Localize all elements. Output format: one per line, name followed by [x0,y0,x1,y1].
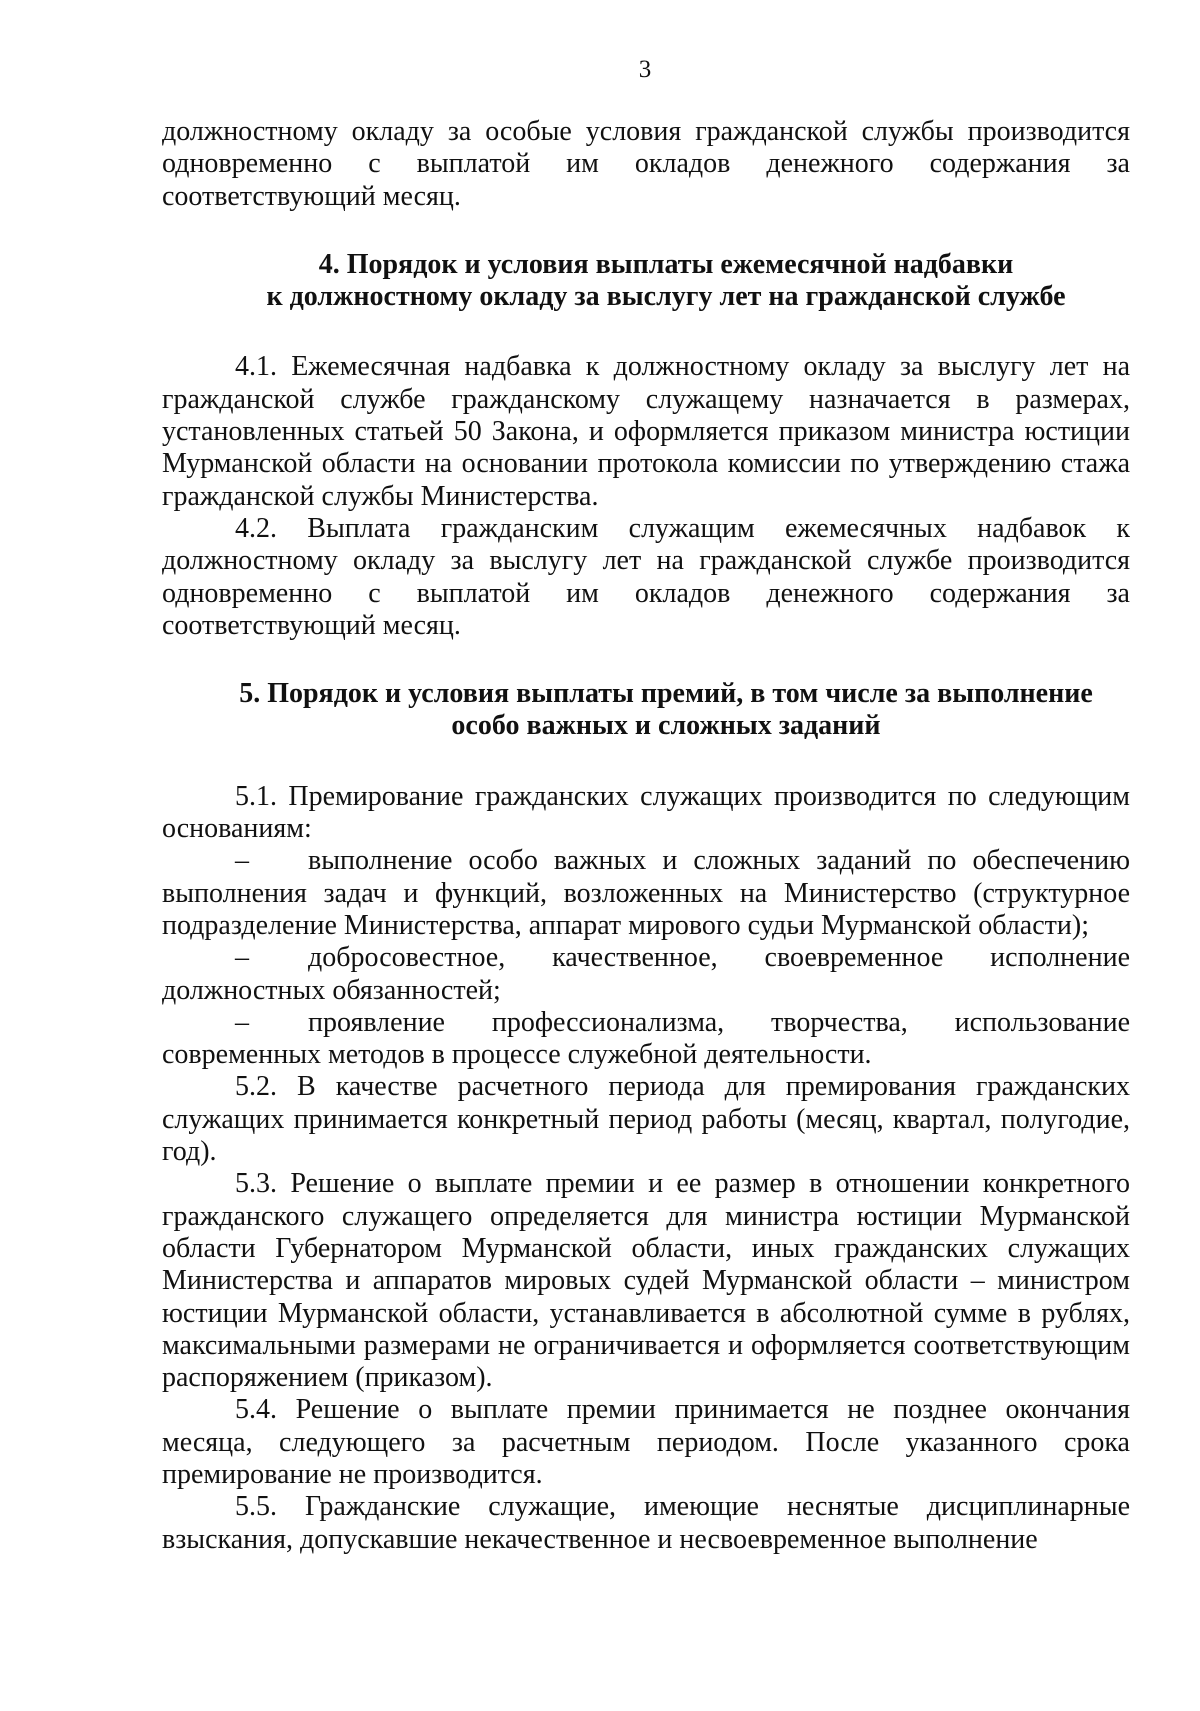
paragraph-5-4: 5.4. Решение о выплате премии принимается не позднее окончания месяца, следующего за расчетным периодом. После указанного срока премирование не производится. [162,1394,1130,1490]
section-5-heading [162,678,1130,743]
list-item [162,942,1130,1007]
dash-marker: – [235,1006,249,1038]
section-5-heading-line-2: особо важных и сложных заданий [451,710,881,742]
section-4-heading-line-2: к должностному окладу за выслугу лет на гражданской службе [266,281,1066,313]
paragraph-4-2: 4.2. Выплата гражданским служащим ежемесячных надбавок к должностному окладу за выслугу лет на гражданской службе производится одновременно с выплатой им окладов денежного содержания за соответствующий месяц. [162,512,1130,641]
paragraph-5-5: 5.5. Гражданские служащие, имеющие неснятые дисциплинарные взыскания, допускавшие некачественное и несвоевременное выполнение [162,1491,1130,1555]
continuation-paragraph: должностному окладу за особые условия гражданской службы производится одновременно с выплатой им окладов денежного содержания за соответствующий месяц. [162,116,1130,212]
paragraph-5-2: 5.2. В качестве расчетного периода для премирования гражданских служащих принимается конкретный период работы (месяц, квартал, полугодие, год). [162,1071,1130,1168]
page-number: 3 [638,56,652,83]
section-4-heading [162,249,1130,314]
paragraph-5-3: 5.3. Решение о выплате премии и ее размер в отношении конкретного гражданского служащего определяется для министра юстиции Мурманской области Губернатором Мурманской области, иных гражданских служащих Министерства и аппаратов мировых судей Мурманской области – министром юстиции Мурманской области, устанавливается в абсолютной сумме в рублях, максимальными размерами не ограничивается и оформляется соответствующим распоряжением (приказом). [162,1168,1130,1394]
list-item-text: добросовестное, качественное, своевременное исполнение должностных обязанностей; [162,942,1130,1006]
list-item [162,1007,1130,1072]
dash-marker: – [235,942,249,974]
list-item-text: выполнение особо важных и сложных заданий по обеспечению выполнения задач и функций, возложенных на Министерство (структурное подразделение Министерства, аппарат мирового судьи Мурманской области); [162,845,1130,941]
paragraph-5-1: 5.1. Премирование гражданских служащих производится по следующим основаниям: [162,780,1130,845]
paragraph-4-1: 4.1. Ежемесячная надбавка к должностному окладу за выслугу лет на гражданской службе гражданскому служащему назначается в размерах, установленных статьей 50 Закона, и оформляется приказом министра юстиции Мурманской области на основании протокола комиссии по утверждению стажа гражданской службы Министерства. [162,351,1130,512]
document-body [162,116,1130,1556]
section-5-heading-line-1: 5. Порядок и условия выплаты премий, в том числе за выполнение [239,678,1093,710]
list-item-text: проявление профессионализма, творчества, использование современных методов в процессе служебной деятельности. [162,1006,1130,1071]
list-item [162,845,1130,942]
dash-marker: – [235,845,249,877]
section-4-heading-line-1: 4. Порядок и условия выплаты ежемесячной надбавки [318,248,1014,280]
